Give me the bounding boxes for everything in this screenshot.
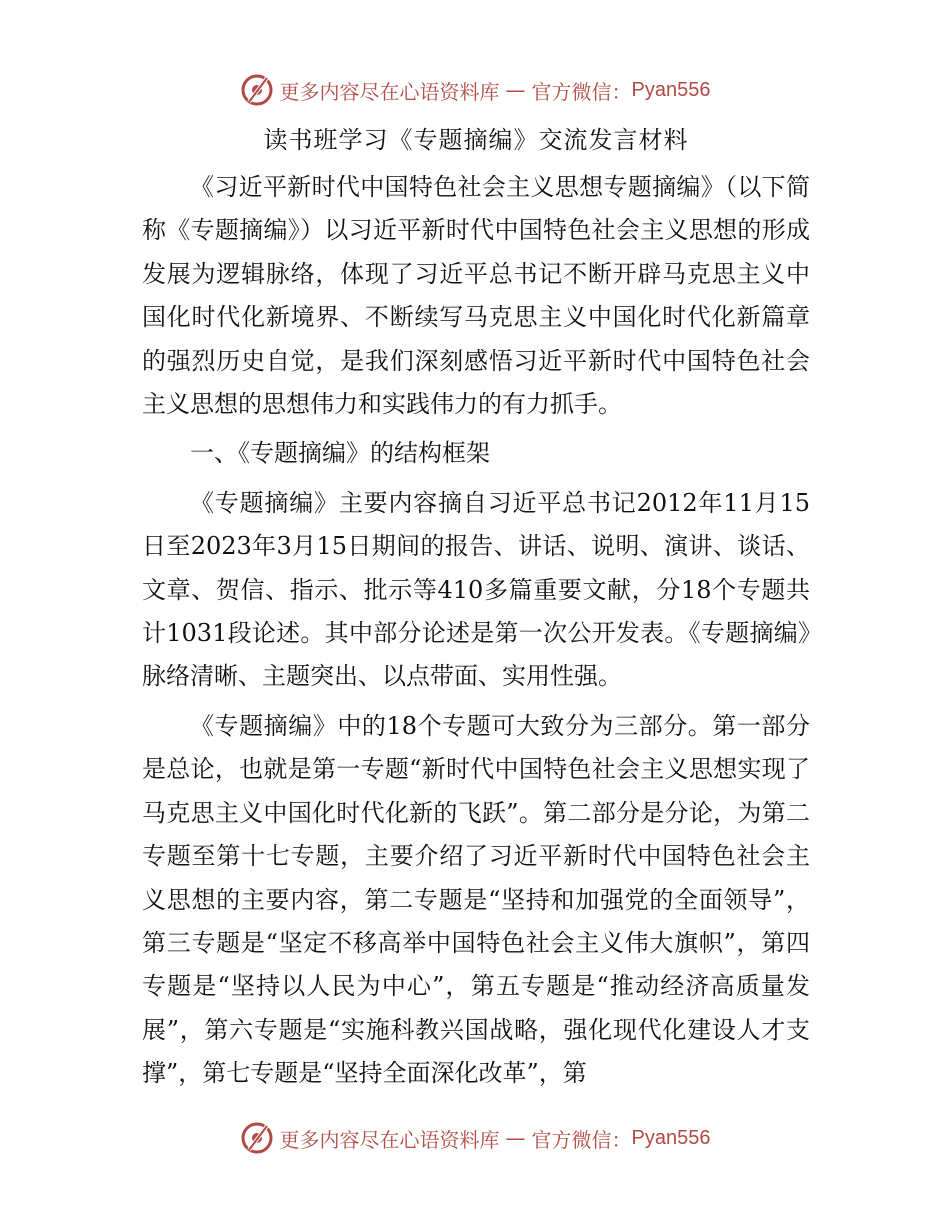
document-title: 读书班学习《专题摘编》交流发言材料 xyxy=(263,126,689,154)
watermark-divider: — xyxy=(505,1126,526,1150)
body-paragraph: 《专题摘编》中的18个专题可大致分为三部分。第一部分是总论，也就是第一专题“新时代中国特色社会主义思想实现了马克思主义中国化时代化新的飞跃”。第二部分是分论，为第二专题至第十七专题，主要介绍了习近平新时代中国特色社会主义思想的主要内容，第二专题是“坚持和加强党的全面领导”，第三专题是“坚定不移高举中国特色社会主义伟大旗帜”，第四专题是“坚持以人民为中心”，第五专题是“推动经济高质量发展”，第六专题是“实施科教兴国战略，强化现代化建设人才支撑”，第七专题是“坚持全面深化改革”，第 xyxy=(142,711,810,1088)
watermark-header xyxy=(0,68,950,112)
watermark-footer xyxy=(0,1116,950,1160)
watermark-label: 官方微信： xyxy=(531,1127,632,1152)
watermark-text: 更多内容尽在心语资料库 xyxy=(279,1127,500,1152)
watermark-wechat-id: Pyan556 xyxy=(631,1126,711,1149)
watermark-text: 更多内容尽在心语资料库 xyxy=(279,79,500,104)
document-body xyxy=(142,114,810,1096)
watermark-divider: — xyxy=(505,78,526,102)
watermark-label: 官方微信： xyxy=(531,79,632,104)
section-heading: 一、《专题摘编》的结构框架 xyxy=(190,439,490,468)
brush-logo-icon xyxy=(240,73,274,107)
body-paragraph: 《专题摘编》主要内容摘自习近平总书记2012年11月15日至2023年3月15日期间的报告、讲话、说明、演讲、谈话、文章、贺信、指示、批示等410多篇重要文献，分18个专题共计1031段论述。其中部分论述是第一次公开发表。《专题摘编》脉络清晰、主题突出、以点带面、实用性强。 xyxy=(142,488,810,691)
brush-logo-icon xyxy=(240,1121,274,1155)
intro-paragraph: 《习近平新时代中国特色社会主义思想专题摘编》（以下简称《专题摘编》）以习近平新时代中国特色社会主义思想的形成发展为逻辑脉络，体现了习近平总书记不断开辟马克思主义中国化时代化新境界、不断续写马克思主义中国化时代化新篇章的强烈历史自觉，是我们深刻感悟习近平新时代中国特色社会主义思想的思想伟力和实践伟力的有力抓手。 xyxy=(142,173,810,419)
watermark-wechat-id: Pyan556 xyxy=(631,78,711,101)
